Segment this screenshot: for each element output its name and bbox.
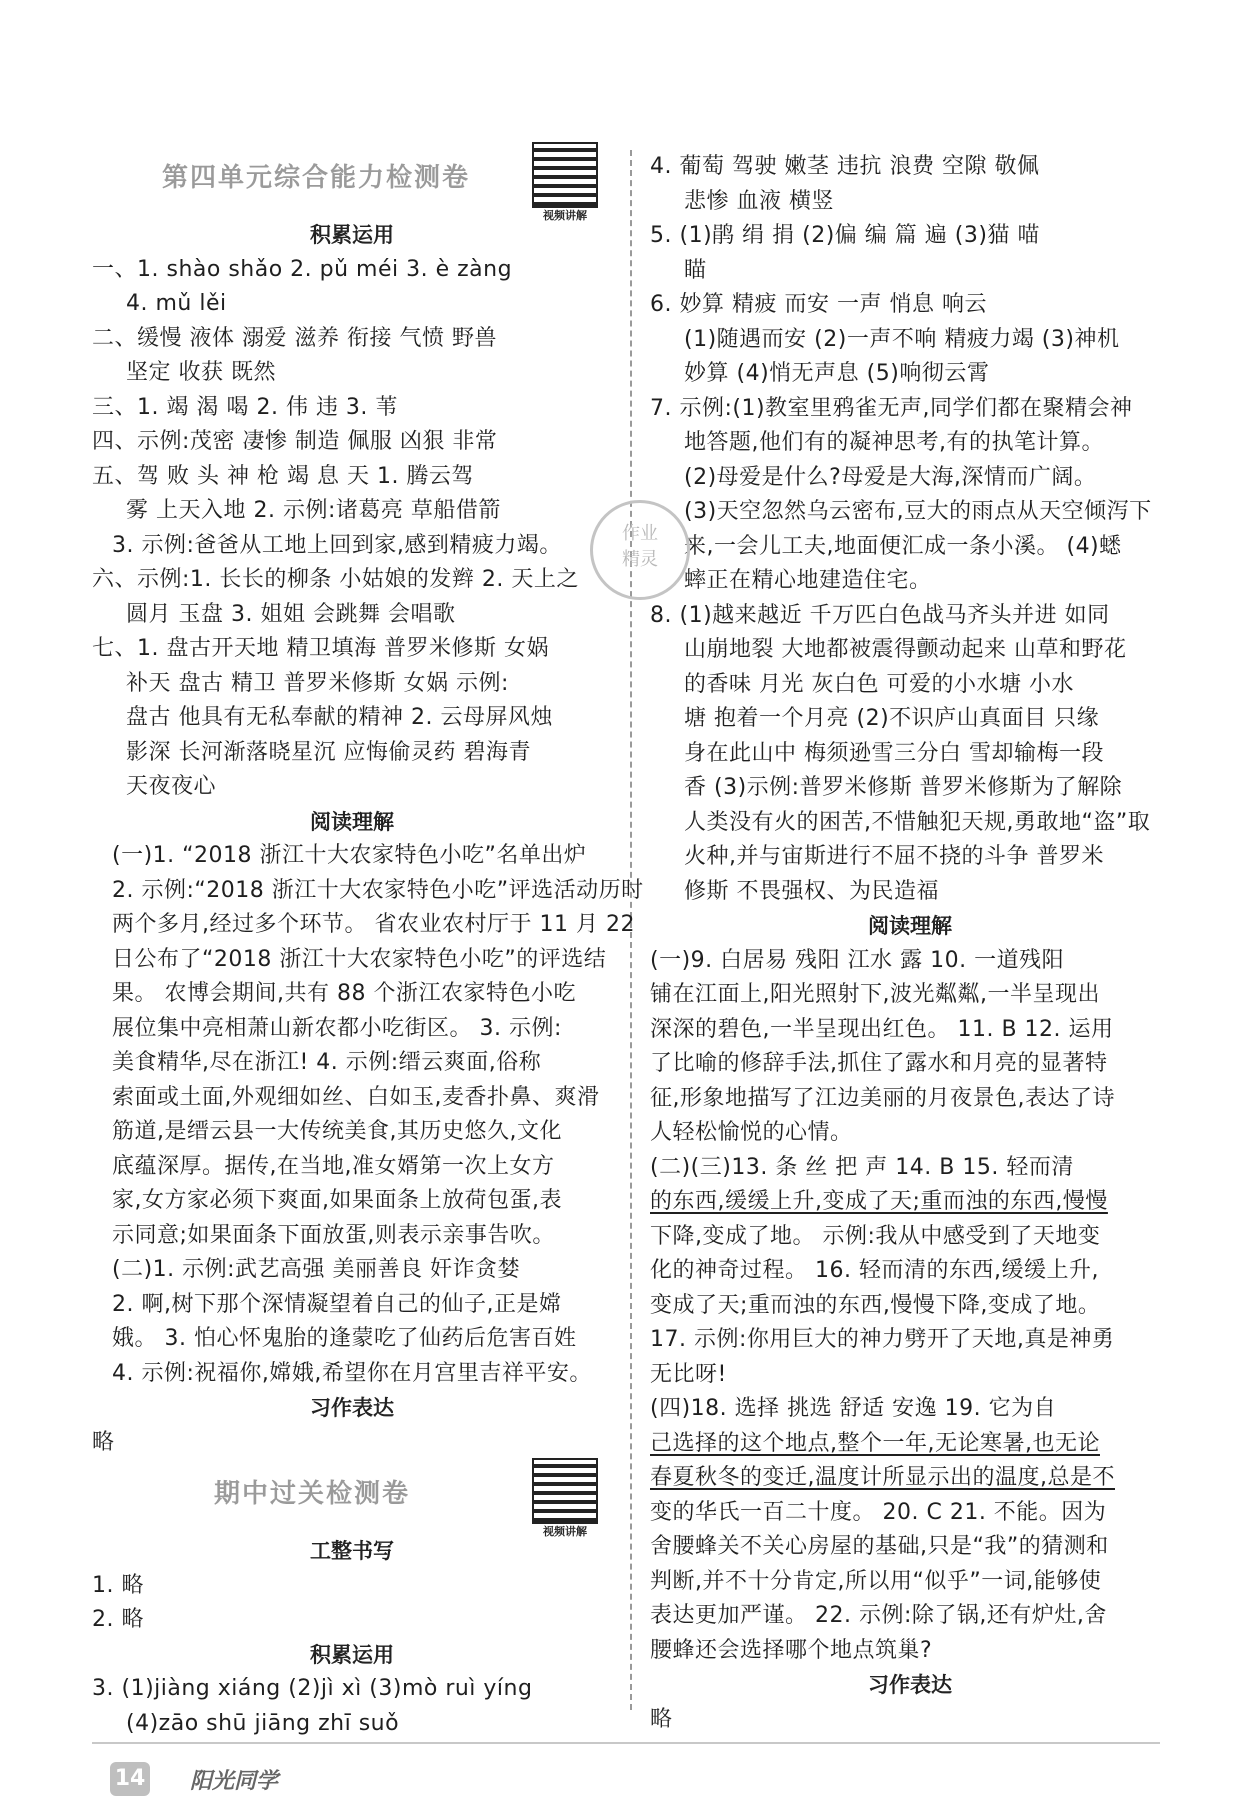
answer-line: 两个多月,经过多个环节。 省农业农村厅于 11 月 22 — [112, 912, 635, 937]
qr-code-unit4[interactable] — [532, 142, 598, 224]
answer-line: 索面或土面,外观细如丝、白如玉,麦香扑鼻、爽滑 — [112, 1084, 600, 1110]
answer-line: 了比喻的修辞手法,抓住了露水和月亮的显著特 — [650, 1051, 1108, 1076]
midterm-sections — [92, 1534, 612, 1741]
midterm-title: 期中过关检测卷 — [214, 1479, 411, 1509]
answer-line: 舍腰蜂关不关心房屋的基础,只是“我”的猜测和 — [650, 1534, 1109, 1559]
answer-line: 四、示例:茂密 凄惨 制造 佩服 凶狠 非常 — [92, 429, 498, 454]
answer-line: 山崩地裂 大地都被震得颤动起来 山草和野花 — [684, 637, 1127, 662]
qr-label: 视频讲解 — [543, 1525, 587, 1538]
answer-line: 悲惨 血液 横竖 — [684, 188, 834, 214]
section-heading: 阅读理解 — [868, 914, 952, 938]
answer-line: 变成了天;重而浊的东西,慢慢下降,变成了地。 — [650, 1292, 1101, 1318]
answer-line: 地答题,他们有的凝神思考,有的执笔计算。 — [684, 430, 1104, 455]
answer-line: 人类没有火的困苦,不惜触犯天规,勇敢地“盗”取 — [684, 809, 1151, 835]
section-heading: 积累运用 — [310, 223, 394, 247]
answer-line: 瞄 — [684, 257, 707, 283]
qr-code-icon — [532, 142, 598, 208]
answer-line: 铺在江面上,阳光照射下,波光粼粼,一半呈现出 — [650, 982, 1100, 1007]
answer-line: 2. 啊,树下那个深情凝望着自己的仙子,正是嫦 — [112, 1291, 562, 1317]
answer-line: 的东西,缓缓上升,变成了天;重而浊的东西,慢慢 — [650, 1189, 1108, 1214]
answer-line: 展位集中亮相萧山新农都小吃街区。 3. 示例: — [112, 1015, 562, 1041]
answer-line: (1)随遇而安 (2)一声不响 精疲力竭 (3)神机 — [684, 326, 1120, 352]
answer-line: 圆月 玉盘 3. 姐姐 会跳舞 会唱歌 — [126, 601, 456, 627]
answer-line: 表达更加严谨。 22. 示例:除了锅,还有炉灶,舍 — [650, 1603, 1107, 1628]
answer-line: 坚定 收获 既然 — [126, 360, 276, 385]
answer-line: 五、驾 败 头 神 枪 竭 息 天 1. 腾云驾 — [92, 463, 474, 489]
answer-line: 身在此山中 梅须逊雪三分白 雪却输梅一段 — [684, 740, 1104, 766]
answer-line: 补天 盘古 精卫 普罗米修斯 女娲 示例: — [126, 670, 509, 696]
answer-line: (2)母爱是什么?母爱是大海,深情而广阔。 — [684, 464, 1097, 490]
answer-line: 火种,并与宙斯进行不屈不挠的斗争 普罗米 — [684, 844, 1104, 869]
unit4-title: 第四单元综合能力检测卷 — [162, 163, 471, 193]
answer-line: 妙算 (4)悄无声息 (5)响彻云霄 — [684, 361, 990, 386]
right-answer-lines — [650, 150, 1170, 909]
answer-line: 天夜夜心 — [126, 774, 217, 799]
answer-line: 来,一会儿工夫,地面便汇成一条小溪。 (4)蟋 — [684, 533, 1122, 559]
answer-line: 蟀正在精心地建造住宅。 — [684, 568, 932, 593]
answer-line: 5. (1)鹃 绢 捐 (2)偏 编 篇 遍 (3)猫 喵 — [650, 223, 1040, 248]
answer-line: 一、1. shào shǎo 2. pǔ méi 3. è zàng — [92, 256, 513, 282]
answer-line: 2. 示例:“2018 浙江十大农家特色小吃”评选活动历时 — [112, 877, 644, 903]
footer-rule — [92, 1742, 1160, 1744]
answer-line: 2. 略 — [92, 1607, 144, 1632]
answer-line: 影深 长河渐落晓星沉 应悔偷灵药 碧海青 — [126, 739, 531, 765]
section-heading: 习作表达 — [868, 1673, 952, 1697]
answer-line: 塘 抱着一个月亮 (2)不识庐山真面目 只缘 — [684, 706, 1100, 731]
answer-line: 4. mǔ lěi — [126, 291, 227, 316]
answer-line: 三、1. 竭 渴 喝 2. 伟 违 3. 苇 — [92, 394, 398, 420]
answer-line: 8. (1)越来越近 千万匹白色战马齐头并进 如同 — [650, 602, 1110, 628]
answer-line: 下降,变成了地。 示例:我从中感受到了天地变 — [650, 1223, 1101, 1249]
answer-line: 筋道,是缙云县一大传统美食,其历史悠久,文化 — [112, 1119, 562, 1144]
answer-line: 变的华氏一百二十度。 20. C 21. 不能。因为 — [650, 1499, 1107, 1525]
answer-line: 腰蜂还会选择哪个地点筑巢? — [650, 1637, 933, 1663]
answer-line: 3. (1)jiàng xiáng (2)jì xì (3)mò ruì yíng — [92, 1676, 533, 1701]
answer-line: 己选择的这个地点,整个一年,无论寒暑,也无论 — [650, 1430, 1100, 1456]
answer-line: (一)9. 白居易 残阳 江水 露 10. 一道残阳 — [650, 947, 1065, 973]
answer-line: 人轻松愉悦的心情。 — [650, 1120, 853, 1145]
section-heading: 阅读理解 — [310, 809, 394, 834]
answer-line: 深深的碧色,一半呈现出红色。 11. B 12. 运用 — [650, 1016, 1114, 1042]
qr-code-icon — [532, 1458, 598, 1524]
answer-line: 雾 上天入地 2. 示例:诸葛亮 草船借箭 — [126, 498, 501, 523]
answer-line: 底蕴深厚。据传,在当地,准女婿第一次上女方 — [112, 1153, 555, 1179]
answer-line: 家,女方家必须下爽面,如果面条上放荷包蛋,表 — [112, 1188, 562, 1213]
answer-line: 娥。 3. 怕心怀鬼胎的逢蒙吃了仙药后危害百姓 — [112, 1326, 577, 1351]
answer-line: 6. 妙算 精疲 而安 一声 悄息 响云 — [650, 292, 987, 317]
answer-line: 香 (3)示例:普罗米修斯 普罗米修斯为了解除 — [684, 775, 1123, 800]
answer-line: 4. 示例:祝福你,嫦娥,希望你在月宫里吉祥平安。 — [112, 1360, 592, 1386]
answer-line: 示同意;如果面条下面放蛋,则表示亲事告吹。 — [112, 1222, 555, 1248]
answer-line: (二)1. 示例:武艺高强 美丽善良 奸诈贪婪 — [112, 1257, 521, 1282]
answer-line: 17. 示例:你用巨大的神力劈开了天地,真是神勇 — [650, 1327, 1115, 1352]
right-reading-lines — [650, 944, 1170, 1669]
stamp-text: 作业 — [622, 523, 658, 544]
qr-label: 视频讲解 — [543, 209, 587, 222]
midterm-title-row — [92, 1466, 612, 1538]
writing-answer: 略 — [650, 1706, 673, 1732]
stamp-text: 精灵 — [622, 549, 658, 570]
answer-line: (二)(三)13. 条 丝 把 声 14. B 15. 轻而清 — [650, 1154, 1074, 1180]
answer-line: 征,形象地描写了江边美丽的月夜景色,表达了诗 — [650, 1085, 1115, 1111]
right-column — [650, 150, 1170, 1737]
section-heading: 工整书写 — [310, 1539, 394, 1563]
answer-line: (3)天空忽然乌云密布,豆大的雨点从天空倾泻下 — [684, 499, 1152, 524]
answer-line: (四)18. 选择 挑选 舒适 安逸 19. 它为自 — [650, 1396, 1057, 1421]
homework-stamp — [590, 500, 690, 600]
page-number: 14 — [110, 1762, 150, 1796]
answer-line: 判断,并不十分肯定,所以用“似乎”一词,能够使 — [650, 1568, 1102, 1594]
answer-line: 美食精华,尽在浙江! 4. 示例:缙云爽面,俗称 — [112, 1050, 542, 1075]
answer-line: 盘古 他具有无私奉献的精神 2. 云母屏风烛 — [126, 705, 553, 730]
answer-line: (一)1. “2018 浙江十大农家特色小吃”名单出炉 — [112, 843, 587, 868]
answer-line: 修斯 不畏强权、为民造福 — [684, 878, 939, 904]
answer-line: 化的神奇过程。 16. 轻而清的东西,缓缓上升, — [650, 1258, 1099, 1283]
answer-line: 春夏秋冬的变迁,温度计所显示出的温度,总是不 — [650, 1465, 1115, 1490]
answer-line: 果。 农博会期间,共有 88 个浙江农家特色小吃 — [112, 981, 576, 1006]
answer-line: 略 — [92, 1429, 115, 1455]
answer-line: 4. 葡萄 驾驶 嫩茎 违抗 浪费 空隙 敬佩 — [650, 154, 1040, 179]
answer-line: 无比呀! — [650, 1361, 727, 1387]
answer-line: 二、缓慢 液体 溺爱 滋养 衔接 气愤 野兽 — [92, 325, 497, 351]
section-heading: 积累运用 — [310, 1642, 394, 1667]
answer-line: 七、1. 盘古开天地 精卫填海 普罗米修斯 女娲 — [92, 636, 549, 661]
qr-code-midterm[interactable] — [532, 1458, 598, 1540]
answer-line: 1. 略 — [92, 1572, 144, 1598]
answer-line: 六、示例:1. 长长的柳条 小姑娘的发辫 2. 天上之 — [92, 567, 579, 592]
brand-logo: 阳光同学 — [190, 1769, 279, 1794]
answer-line: 的香味 月光 灰白色 可爱的小水塘 小水 — [684, 671, 1074, 697]
answer-line: 3. 示例:爸爸从工地上回到家,感到精疲力竭。 — [112, 532, 562, 558]
unit4-title-row — [92, 150, 612, 222]
answer-line: 日公布了“2018 浙江十大农家特色小吃”的评选结 — [112, 946, 607, 972]
section-heading: 习作表达 — [310, 1396, 394, 1420]
answer-line: 7. 示例:(1)教室里鸦雀无声,同学们都在聚精会神 — [650, 395, 1133, 421]
answer-line: (4)zāo shū jiāng zhī suǒ — [126, 1710, 400, 1736]
